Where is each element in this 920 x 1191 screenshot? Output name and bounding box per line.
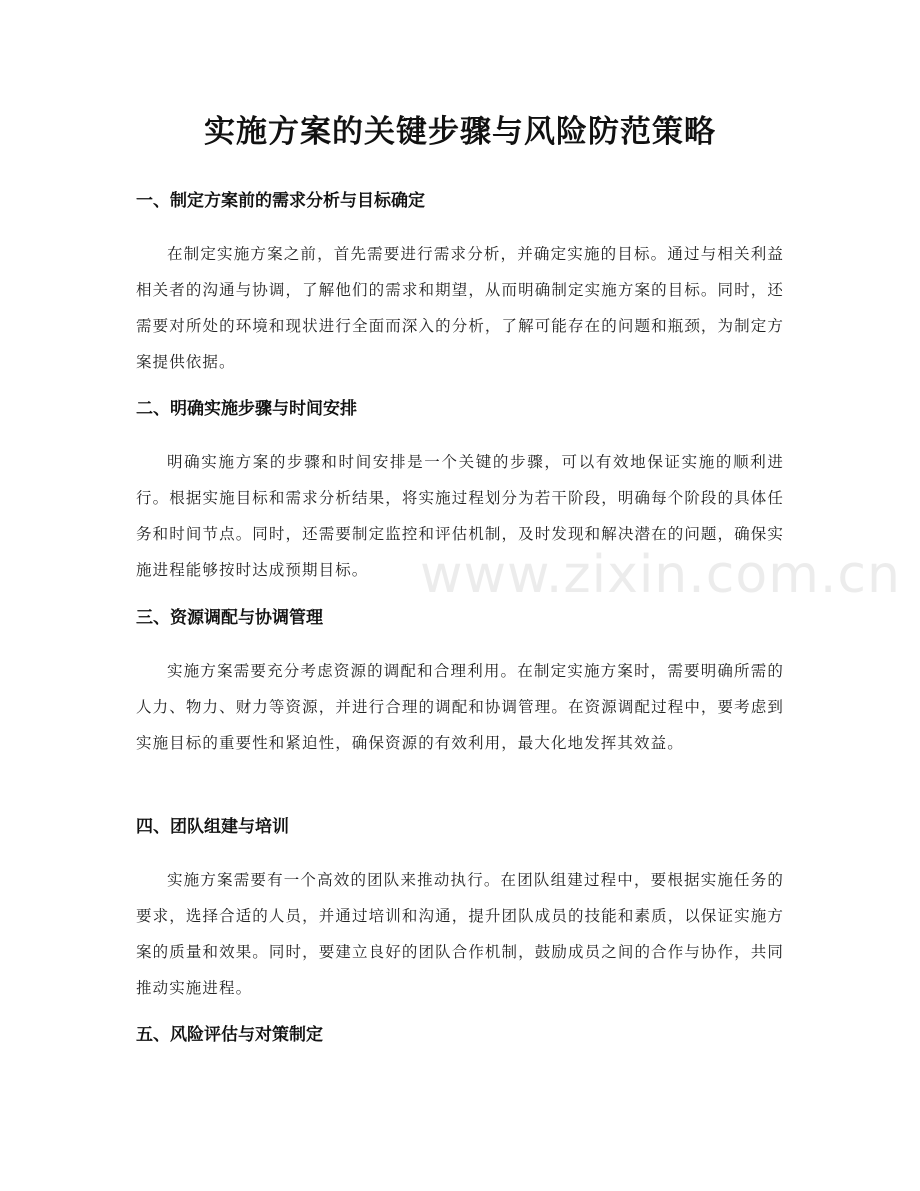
section-heading: 三、资源调配与协调管理 <box>136 608 323 628</box>
section-paragraph: 实施方案需要充分考虑资源的调配和合理利用。在制定实施方案时，需要明确所需的人力、物力、财力等资源，并进行合理的调配和协调管理。在资源调配过程中，要考虑到实施目标的重要性和紧迫性，确保资源的有效利用，最大化地发挥其效益。 <box>136 662 784 752</box>
section-heading: 一、制定方案前的需求分析与目标确定 <box>136 191 425 211</box>
section-4 <box>136 815 784 1006</box>
section-3 <box>136 606 784 761</box>
section-paragraph: 明确实施方案的步骤和时间安排是一个关键的步骤，可以有效地保证实施的顺利进行。根据实施目标和需求分析结果，将实施过程划分为若干阶段，明确每个阶段的具体任务和时间节点。同时，还需要制定监控和评估机制，及时发现和解决潜在的问题，确保实施进程能够按时达成预期目标。 <box>136 453 784 579</box>
section-heading: 四、团队组建与培训 <box>136 817 289 837</box>
watermark: www.zixin.com.cn <box>420 545 901 605</box>
section-1 <box>136 189 784 380</box>
section-heading: 五、风险评估与对策制定 <box>136 1025 323 1045</box>
section-paragraph: 在制定实施方案之前，首先需要进行需求分析，并确定实施的目标。通过与相关利益相关者的沟通与协调，了解他们的需求和期望，从而明确制定实施方案的目标。同时，还需要对所处的环境和现状进行全面而深入的分析，了解可能存在的问题和瓶颈，为制定方案提供依据。 <box>136 245 784 371</box>
section-paragraph: 实施方案需要有一个高效的团队来推动执行。在团队组建过程中，要根据实施任务的要求，选择合适的人员，并通过培训和沟通，提升团队成员的技能和素质，以保证实施方案的质量和效果。同时，要建立良好的团队合作机制，鼓励成员之间的合作与协作，共同推动实施进程。 <box>136 871 784 997</box>
document-title: 实施方案的关键步骤与风险防范策略 <box>204 114 716 150</box>
section-heading: 二、明确实施步骤与时间安排 <box>136 399 357 419</box>
section-2 <box>136 397 784 588</box>
section-5 <box>136 1023 784 1047</box>
